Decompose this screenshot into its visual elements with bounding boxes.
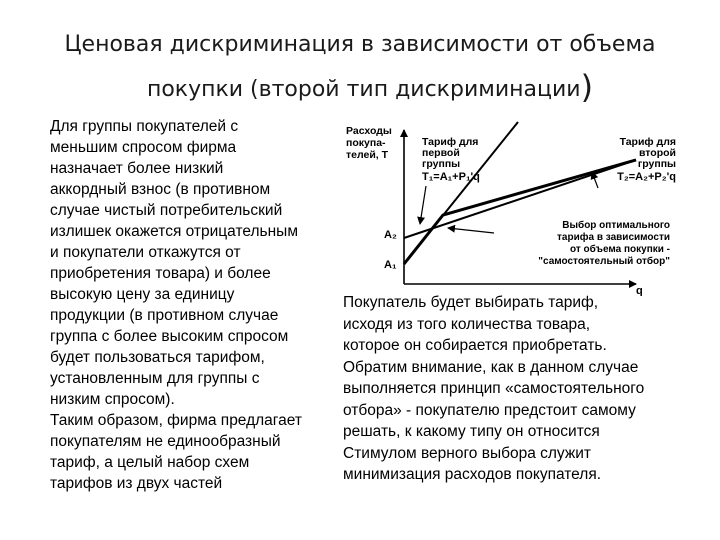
left-text-line: высокую цену за единицу xyxy=(50,286,235,303)
tariff-2-label-line: второй xyxy=(638,147,676,159)
tariff-2-label-line: группы xyxy=(637,158,676,170)
right-text-line: отбора» - покупателю предстоит самому xyxy=(343,401,636,419)
slide-title xyxy=(0,24,720,111)
right-text-line: Стимулом верного выбора служит xyxy=(343,444,591,462)
title-line-1: Ценовая дискриминация в зависимости от объема xyxy=(64,32,656,57)
left-text-line: будет пользоваться тарифом, xyxy=(50,349,265,366)
title-line-2-text: покупки (второй тип дискриминации xyxy=(146,77,581,102)
right-text-line: минимизация расходов покупателя. xyxy=(343,466,602,483)
left-text-line: излишек окажется отрицательным xyxy=(50,223,298,240)
left-text-line: меньшим спросом фирма xyxy=(50,139,237,156)
right-text-line: которое он собирается приобретать. xyxy=(343,337,607,354)
left-text-line: тарифов из двух частей xyxy=(50,475,223,492)
tariff-graph xyxy=(336,116,682,296)
tariff-2-formula: T₂=A₂+P₂'q xyxy=(617,171,676,183)
left-text-line: покупателям не единообразный xyxy=(50,433,281,450)
y-axis-label-line: покупа- xyxy=(346,137,386,149)
right-text-line: решать, к какому типу он относится xyxy=(343,423,600,440)
left-text-line: продукции (в противном случае xyxy=(50,307,279,324)
left-text-line: приобретения товара) и более xyxy=(50,265,271,282)
choice-pointer xyxy=(448,228,494,233)
left-text-line: установленным для группы с xyxy=(50,370,260,387)
tariff-1-pointer xyxy=(420,186,426,224)
left-text-line: Таким образом, фирма предлагает xyxy=(50,412,302,429)
y-axis-label-line: телей, T xyxy=(346,149,389,161)
right-text-line: Обратим внимание, как в данном случае xyxy=(343,358,639,376)
tariff-1-label-line: первой xyxy=(422,147,460,159)
a1-label: A₁ xyxy=(384,259,397,271)
choice-label-line: "самостоятельный отбор" xyxy=(538,256,670,267)
title-line-2 xyxy=(127,66,593,111)
right-text-line: исходя из того количества товара, xyxy=(343,315,591,333)
tariff-2-label-line: Тариф для xyxy=(619,136,676,148)
left-text-line: тариф, а целый набор схем xyxy=(50,454,250,471)
y-axis-label-line: Расходы xyxy=(346,125,392,137)
left-text-block xyxy=(50,116,335,494)
left-text-line: низким спросом). xyxy=(50,391,175,408)
choice-label-line: тарифа в зависимости xyxy=(557,232,670,243)
tariff-1-label-line: группы xyxy=(422,158,461,170)
tariff-1-formula: T₁=A₁+P₁'q xyxy=(422,171,480,183)
tariff-1-label-line: Тариф для xyxy=(422,136,479,148)
right-text-line: выполняется принцип «самостоятельного xyxy=(343,380,645,397)
x-axis-label: q xyxy=(636,285,643,296)
left-text-line: группа с более высоким спросом xyxy=(50,328,289,345)
left-text-line: и покупатели откажутся от xyxy=(50,244,241,261)
left-text-line: назначает более низкий xyxy=(50,160,224,177)
choice-label-line: Выбор оптимального xyxy=(562,220,670,231)
right-text-line: Покупатель будет выбирать тариф, xyxy=(343,294,599,311)
right-text-block xyxy=(343,292,703,486)
left-text-line: Для группы покупателей с xyxy=(50,118,239,135)
left-text-line: случае чистый потребительский xyxy=(50,202,283,219)
choice-label-line: от объема покупки - xyxy=(569,244,670,255)
left-text-line: аккордный взнос (в противном xyxy=(50,181,271,198)
title-paren: ) xyxy=(580,68,594,106)
a2-label: A₂ xyxy=(384,229,397,241)
